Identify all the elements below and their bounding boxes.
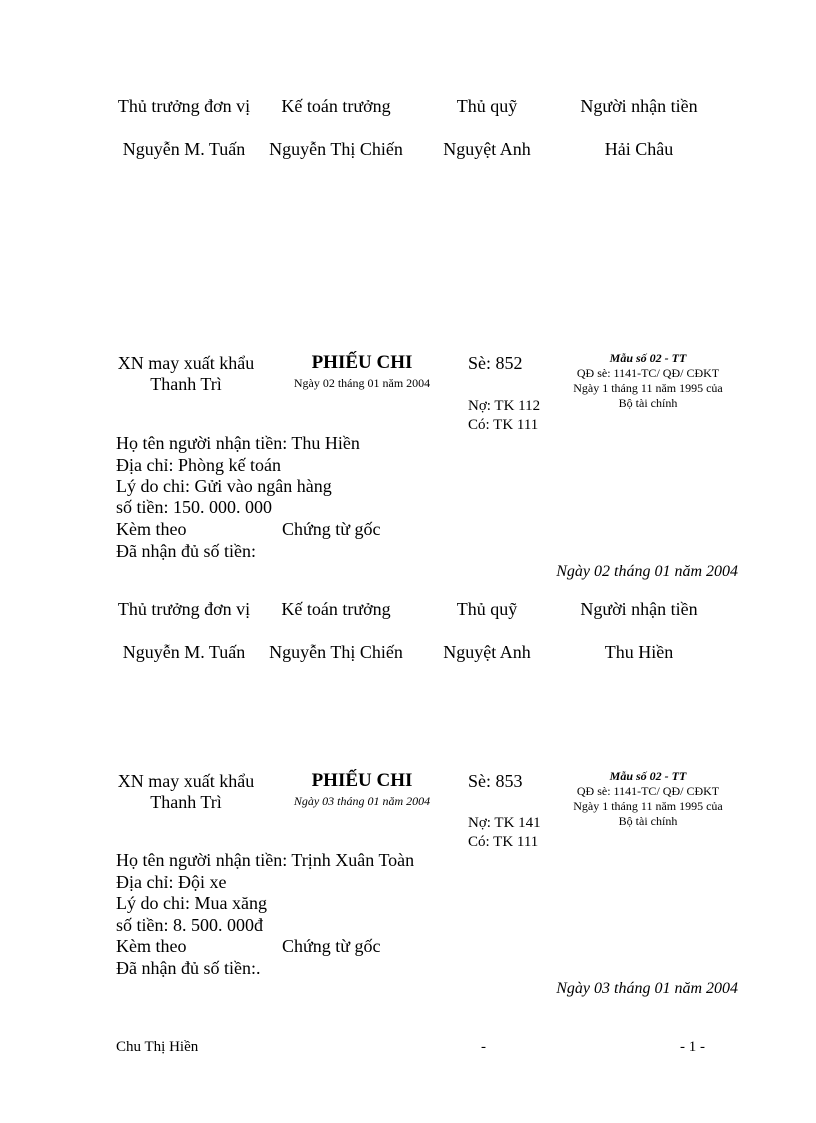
sign-date: Ngày 02 tháng 01 năm 2004 [556, 563, 738, 580]
sign-date: Ngày 03 tháng 01 năm 2004 [556, 980, 738, 997]
role-recipient: Người nhận tiền [580, 599, 698, 619]
amount-line: số tiền: 8. 500. 000đ [116, 915, 263, 935]
received-line: Đã nhận đủ số tiền:. [116, 958, 261, 978]
role-chief-accountant: Kế toán trưởng [281, 96, 391, 116]
company-name: XN may xuất khẩu Thanh Trì [117, 353, 255, 394]
company-name: XN may xuất khẩu Thanh Trì [117, 771, 255, 812]
signature-recipient: Thu Hiền [604, 642, 674, 662]
credit-account: Có: TK 111 [468, 834, 539, 850]
voucher-number: Sè: 852 [468, 353, 523, 373]
role-cashier: Thủ quỹ [456, 96, 518, 116]
voucher-number: Sè: 853 [468, 771, 523, 791]
address-line: Địa chỉ: Đội xe [116, 872, 227, 892]
form-issue-date: Ngày 1 tháng 11 năm 1995 của Bộ tài chính [573, 799, 723, 828]
debit-account: Nợ: TK 112 [468, 398, 541, 414]
form-decision: QĐ sè: 1141-TC/ QĐ/ CĐKT [576, 784, 720, 798]
attached-value: Chứng từ gốc [282, 936, 381, 956]
signature-cashier: Nguyệt Anh [443, 642, 531, 662]
role-director: Thủ trưởng đơn vị [117, 96, 251, 116]
signature-director: Nguyễn M. Tuấn [122, 139, 246, 159]
credit-account: Có: TK 111 [468, 417, 539, 433]
voucher-title: PHIẾU CHI [311, 770, 413, 791]
recipient-line: Họ tên người nhận tiền: Trịnh Xuân Toàn [116, 850, 415, 870]
received-line: Đã nhận đủ số tiền: [116, 541, 256, 561]
signature-chief-accountant: Nguyễn Thị Chiến [269, 139, 403, 159]
form-code: Mẫu số 02 - TT [609, 769, 687, 783]
voucher-date: Ngày 02 tháng 01 năm 2004 [293, 376, 431, 390]
role-cashier: Thủ quỹ [456, 599, 518, 619]
footer-dash: - [481, 1039, 486, 1055]
footer-author: Chu Thị Hiền [116, 1039, 199, 1055]
signature-chief-accountant: Nguyễn Thị Chiến [269, 642, 403, 662]
form-code: Mẫu số 02 - TT [609, 351, 687, 365]
debit-account: Nợ: TK 141 [468, 815, 541, 831]
reason-line: Lý do chi: Mua xăng [116, 893, 267, 913]
reason-line: Lý do chi: Gửi vào ngân hàng [116, 476, 332, 496]
attached-label: Kèm theo [116, 519, 187, 539]
signature-director: Nguyễn M. Tuấn [122, 642, 246, 662]
page-number: - 1 - [680, 1039, 705, 1055]
attached-value: Chứng từ gốc [282, 519, 381, 539]
role-director: Thủ trưởng đơn vị [117, 599, 251, 619]
role-recipient: Người nhận tiền [580, 96, 698, 116]
attached-label: Kèm theo [116, 936, 187, 956]
voucher-title: PHIẾU CHI [311, 352, 413, 373]
form-info [573, 769, 723, 829]
form-issue-date: Ngày 1 tháng 11 năm 1995 của Bộ tài chính [573, 381, 723, 410]
amount-line: số tiền: 150. 000. 000 [116, 497, 272, 517]
signature-cashier: Nguyệt Anh [443, 139, 531, 159]
address-line: Địa chỉ: Phòng kế toán [116, 455, 281, 475]
voucher-date: Ngày 03 tháng 01 năm 2004 [293, 794, 431, 808]
form-info [573, 351, 723, 411]
role-chief-accountant: Kế toán trưởng [281, 599, 391, 619]
recipient-line: Họ tên người nhận tiền: Thu Hiền [116, 433, 360, 453]
form-decision: QĐ sè: 1141-TC/ QĐ/ CĐKT [576, 366, 720, 380]
signature-recipient: Hải Châu [604, 139, 674, 159]
